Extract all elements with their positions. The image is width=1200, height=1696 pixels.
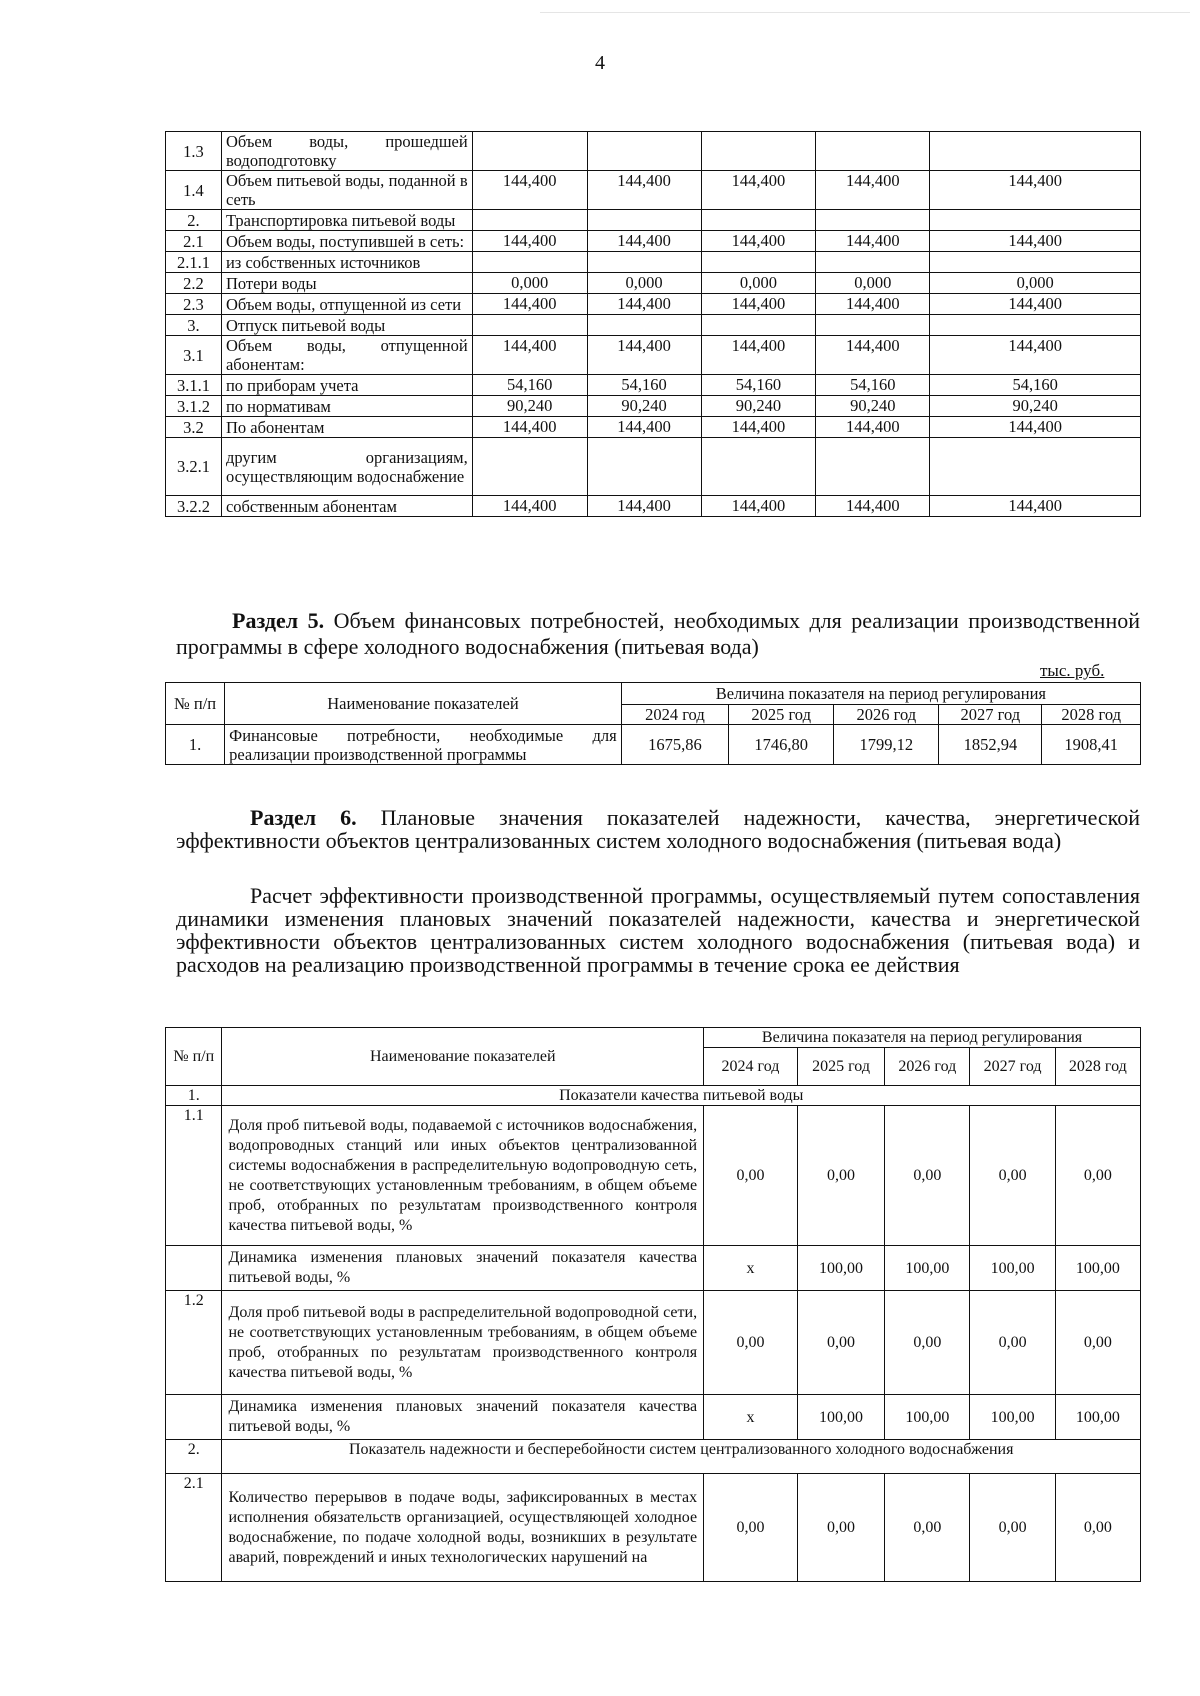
r12-cell: 0,00 [885, 1291, 970, 1395]
t3-year: 2027 год [970, 1048, 1055, 1086]
t1-num: 1.3 [166, 132, 222, 171]
r21-cell: 0,00 [970, 1474, 1055, 1582]
t1-cell: 0,000 [587, 273, 701, 294]
t1-name: из собственных источников [221, 252, 472, 273]
t1-num: 2.1 [166, 231, 222, 252]
t1-cell [930, 132, 1141, 171]
r12d-cell: 100,00 [1055, 1395, 1140, 1440]
t1-row [166, 132, 1141, 171]
t1-cell: 144,400 [587, 496, 701, 517]
r21-cell: 0,00 [885, 1474, 970, 1582]
t1-cell: 144,400 [930, 336, 1141, 375]
t1-cell: 144,400 [930, 171, 1141, 210]
t1-cell: 144,400 [930, 496, 1141, 517]
t1-num: 3.1 [166, 336, 222, 375]
t1-row [166, 273, 1141, 294]
t1-cell [816, 315, 930, 336]
t1-row [166, 375, 1141, 396]
section5-label: Раздел 5. [232, 608, 325, 633]
t1-cell [816, 132, 930, 171]
t1-name: по нормативам [221, 396, 472, 417]
t1-cell [472, 132, 587, 171]
r21-cell: 0,00 [1055, 1474, 1140, 1582]
t1-cell [587, 438, 701, 496]
t1-cell [930, 210, 1141, 231]
t1-cell [587, 315, 701, 336]
t1-cell [472, 210, 587, 231]
t1-name: Объем воды, поступившей в сеть: [221, 231, 472, 252]
r12d-cell: 100,00 [797, 1395, 884, 1440]
r12d-cell: 100,00 [885, 1395, 970, 1440]
r11-cell: 0,00 [704, 1106, 798, 1246]
t1-cell: 90,240 [587, 396, 701, 417]
t1-cell: 144,400 [701, 294, 816, 315]
t1-cell: 144,400 [472, 294, 587, 315]
r11d-cell: х [704, 1246, 798, 1291]
t1-cell: 0,000 [930, 273, 1141, 294]
r12d-num [166, 1395, 222, 1440]
t1-cell: 144,400 [472, 231, 587, 252]
section6-title: Плановые значения показателей надежности, качества, энергетической эффективности объектов централизованных систем холодного водоснабжения (питьевая вода) [176, 805, 1140, 853]
t1-cell [930, 315, 1141, 336]
t1-cell: 90,240 [701, 396, 816, 417]
t1-num: 2.2 [166, 273, 222, 294]
section6-paragraph [176, 884, 1140, 976]
t2-cell: 1908,41 [1042, 725, 1141, 765]
t2-year: 2025 год [729, 705, 834, 725]
indicators-table [165, 1027, 1141, 1582]
t1-cell [701, 438, 816, 496]
r11-cell: 0,00 [1055, 1106, 1140, 1246]
t1-cell: 54,160 [472, 375, 587, 396]
r12-name: Доля проб питьевой воды в распределительной водопроводной сети, не соответствующих установленным требованиям, в общем объеме проб, отобранных по результатам производственного контроля качества питьевой воды, % [222, 1291, 704, 1395]
t3-col-num: № п/п [166, 1028, 222, 1086]
r11d-cell: 100,00 [970, 1246, 1055, 1291]
t1-cell [701, 315, 816, 336]
r11-cell: 0,00 [885, 1106, 970, 1246]
r11-cell: 0,00 [970, 1106, 1055, 1246]
t2-row-num: 1. [166, 725, 225, 765]
t2-col-name: Наименование показателей [225, 683, 622, 725]
t1-row [166, 417, 1141, 438]
t1-row [166, 336, 1141, 375]
t1-cell [816, 438, 930, 496]
t1-num: 3.1.1 [166, 375, 222, 396]
t1-cell [472, 252, 587, 273]
t1-name: по приборам учета [221, 375, 472, 396]
section6-paragraph-text: Расчет эффективности производственной программы, осуществляемый путем сопоставления динамики изменения плановых значений показателей надежности, качества и энергетической эффективности объектов централизованных систем холодного водоснабжения (питьевая вода) и расходов на реализацию производственной программы в течение срока ее действия [176, 883, 1140, 977]
t2-cell: 1746,80 [729, 725, 834, 765]
r11-name: Доля проб питьевой воды, подаваемой с источников водоснабжения, водопроводных станций или иных объектов централизованной системы водоснабжения в распределительную водопроводную сеть, не соответствующих установленным требованиям, в общем объеме проб, отобранных по результатам производственного контроля качества питьевой воды, % [222, 1106, 704, 1246]
t1-row [166, 171, 1141, 210]
r12-cell: 0,00 [970, 1291, 1055, 1395]
section5-heading [176, 608, 1140, 660]
section5-title: Объем финансовых потребностей, необходимых для реализации производственной программы в сфере холодного водоснабжения (питьевая вода) [176, 608, 1141, 659]
t1-cell: 144,400 [587, 336, 701, 375]
t1-num: 3. [166, 315, 222, 336]
water-volume-table [165, 131, 1141, 517]
t1-row [166, 438, 1141, 496]
t1-cell [816, 210, 930, 231]
t1-cell: 144,400 [701, 171, 816, 210]
t3-col-group: Величина показателя на период регулирования [704, 1028, 1141, 1048]
t1-cell [587, 252, 701, 273]
t1-cell: 144,400 [816, 417, 930, 438]
t1-row [166, 496, 1141, 517]
t1-cell [930, 438, 1141, 496]
t1-cell: 0,000 [472, 273, 587, 294]
r12-cell: 0,00 [1055, 1291, 1140, 1395]
t1-cell [472, 315, 587, 336]
t1-cell: 0,000 [701, 273, 816, 294]
t1-cell: 144,400 [587, 231, 701, 252]
t1-row [166, 252, 1141, 273]
t1-row [166, 315, 1141, 336]
r11d-cell: 100,00 [797, 1246, 884, 1291]
t1-cell: 54,160 [816, 375, 930, 396]
t1-cell: 90,240 [472, 396, 587, 417]
t3-year: 2028 год [1055, 1048, 1140, 1086]
t1-cell [587, 132, 701, 171]
t1-cell: 144,400 [472, 417, 587, 438]
r11d-name: Динамика изменения плановых значений показателя качества питьевой воды, % [222, 1246, 704, 1291]
t1-row [166, 210, 1141, 231]
t1-num: 3.2.1 [166, 438, 222, 496]
t1-cell: 144,400 [816, 171, 930, 210]
t2-col-num: № п/п [166, 683, 225, 725]
r12-cell: 0,00 [797, 1291, 884, 1395]
t1-cell: 54,160 [701, 375, 816, 396]
t1-name: Объем питьевой воды, поданной в сеть [221, 171, 472, 210]
t3-year: 2026 год [885, 1048, 970, 1086]
page-number: 4 [595, 52, 605, 74]
r12d-name: Динамика изменения плановых значений показателя качества питьевой воды, % [222, 1395, 704, 1440]
t1-cell: 54,160 [930, 375, 1141, 396]
t1-cell [701, 252, 816, 273]
t1-cell: 144,400 [816, 336, 930, 375]
r12-num: 1.2 [166, 1291, 222, 1395]
t1-cell: 144,400 [701, 496, 816, 517]
group1-num: 1. [166, 1086, 222, 1106]
t1-cell: 144,400 [930, 231, 1141, 252]
t1-cell: 144,400 [472, 336, 587, 375]
t1-cell [587, 210, 701, 231]
t1-name: собственным абонентам [221, 496, 472, 517]
t2-cell: 1675,86 [621, 725, 728, 765]
r11d-num [166, 1246, 222, 1291]
t1-cell: 144,400 [816, 231, 930, 252]
r11-num: 1.1 [166, 1106, 222, 1246]
t1-name: Объем воды, отпущенной из сети [221, 294, 472, 315]
t1-num: 2.3 [166, 294, 222, 315]
r21-cell: 0,00 [797, 1474, 884, 1582]
scan-artifact-line [540, 12, 1190, 13]
t1-cell: 144,400 [816, 496, 930, 517]
t1-num: 3.2 [166, 417, 222, 438]
t1-name: другим организациям, осуществляющим водоснабжение [221, 438, 472, 496]
r12d-cell: х [704, 1395, 798, 1440]
group2-title: Показатель надежности и бесперебойности систем централизованного холодного водоснабжения [222, 1440, 1141, 1474]
t1-cell: 54,160 [587, 375, 701, 396]
t1-cell: 144,400 [701, 336, 816, 375]
t1-row [166, 396, 1141, 417]
t2-year: 2026 год [834, 705, 939, 725]
t1-name: Отпуск питьевой воды [221, 315, 472, 336]
section6-heading [176, 806, 1140, 852]
t1-cell: 144,400 [930, 294, 1141, 315]
t1-cell [701, 210, 816, 231]
t1-cell: 144,400 [472, 496, 587, 517]
t3-year: 2025 год [797, 1048, 884, 1086]
t1-row [166, 231, 1141, 252]
t1-cell: 144,400 [701, 417, 816, 438]
t1-cell [701, 132, 816, 171]
r12-cell: 0,00 [704, 1291, 798, 1395]
t1-name: Потери воды [221, 273, 472, 294]
group1-title: Показатели качества питьевой воды [222, 1086, 1141, 1106]
section6-label: Раздел 6. [250, 805, 357, 830]
t2-year: 2028 год [1042, 705, 1141, 725]
t2-row-name: Финансовые потребности, необходимые для реализации производственной программы [225, 725, 622, 765]
t1-cell: 144,400 [587, 294, 701, 315]
r11-cell: 0,00 [797, 1106, 884, 1246]
t2-cell: 1852,94 [939, 725, 1042, 765]
t1-cell: 90,240 [816, 396, 930, 417]
r11d-cell: 100,00 [1055, 1246, 1140, 1291]
r21-cell: 0,00 [704, 1474, 798, 1582]
financial-needs-table [165, 682, 1141, 765]
t1-cell: 144,400 [472, 171, 587, 210]
t1-name: Объем воды, прошедшей водоподготовку [221, 132, 472, 171]
t1-name: По абонентам [221, 417, 472, 438]
t1-row [166, 294, 1141, 315]
t3-year: 2024 год [704, 1048, 798, 1086]
r21-num: 2.1 [166, 1474, 222, 1582]
t1-num: 2. [166, 210, 222, 231]
t2-col-group: Величина показателя на период регулирования [621, 683, 1140, 705]
t1-cell: 0,000 [816, 273, 930, 294]
t1-cell: 144,400 [930, 417, 1141, 438]
r11d-cell: 100,00 [885, 1246, 970, 1291]
t1-cell: 144,400 [816, 294, 930, 315]
unit-label: тыс. руб. [1040, 661, 1105, 680]
t2-year: 2027 год [939, 705, 1042, 725]
t3-col-name: Наименование показателей [222, 1028, 704, 1086]
t1-num: 3.1.2 [166, 396, 222, 417]
t1-cell [816, 252, 930, 273]
t1-name: Транспортировка питьевой воды [221, 210, 472, 231]
t1-cell [472, 438, 587, 496]
t1-cell: 144,400 [587, 171, 701, 210]
t1-cell: 144,400 [701, 231, 816, 252]
t1-cell: 90,240 [930, 396, 1141, 417]
t1-num: 3.2.2 [166, 496, 222, 517]
t1-num: 1.4 [166, 171, 222, 210]
t1-cell [930, 252, 1141, 273]
r12d-cell: 100,00 [970, 1395, 1055, 1440]
t1-name: Объем воды, отпущенной абонентам: [221, 336, 472, 375]
t1-cell: 144,400 [587, 417, 701, 438]
t2-cell: 1799,12 [834, 725, 939, 765]
t2-year: 2024 год [621, 705, 728, 725]
r21-name: Количество перерывов в подаче воды, зафиксированных в местах исполнения обязательств организацией, осуществляющей холодное водоснабжение, по подаче холодной воды, возникших в результате аварий, повреждений и иных технологических нарушений на [222, 1474, 704, 1582]
t1-num: 2.1.1 [166, 252, 222, 273]
group2-num: 2. [166, 1440, 222, 1474]
